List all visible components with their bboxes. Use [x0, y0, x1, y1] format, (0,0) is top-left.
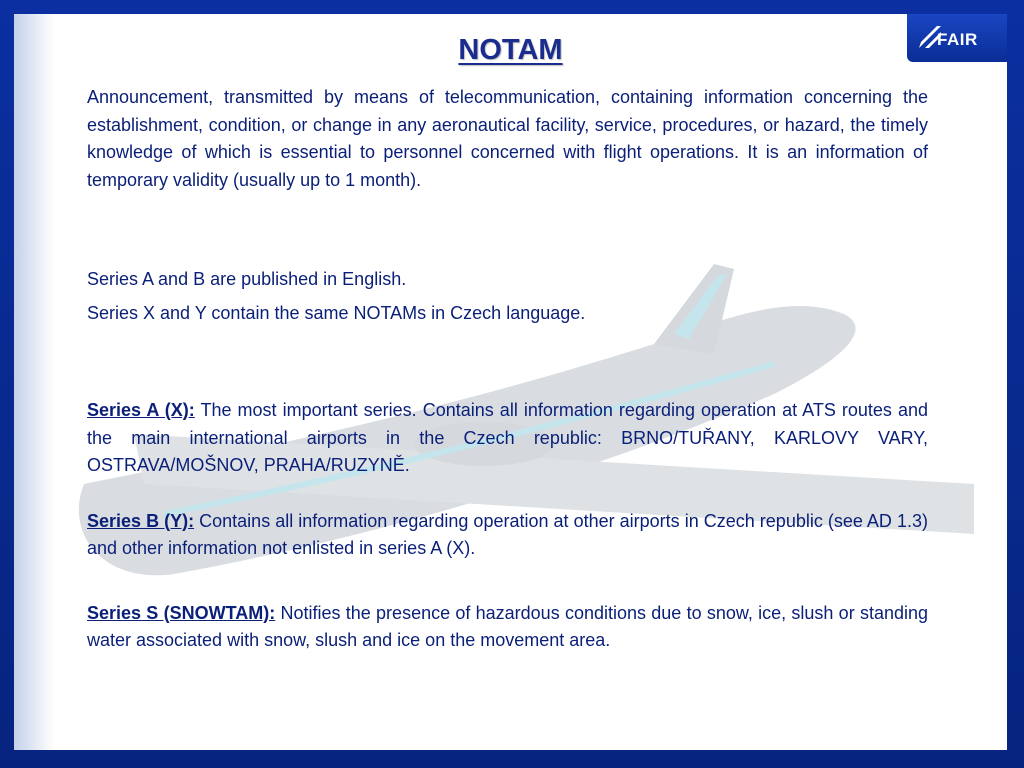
series-s-label: Series S (SNOWTAM):	[87, 602, 276, 623]
series-a-paragraph	[87, 397, 928, 480]
fair-logo-text: FAIR	[937, 30, 978, 49]
series-b-paragraph	[87, 508, 928, 563]
series-a-label: Series A (X):	[87, 400, 195, 420]
page-title: NOTAM	[458, 34, 563, 66]
spacer	[87, 563, 928, 600]
spacer	[87, 480, 928, 508]
series-s-text: Notifies the presence of hazardous conditions due to snow, ice, slush or standing water associated with snow, slush and ice on the movement area.	[87, 602, 929, 650]
spacer	[87, 327, 928, 397]
series-b-text: Contains all information regarding operation at other airports in Czech republic (see AD 1.3) and other information not enlisted in series A (X).	[87, 510, 928, 558]
series-xy-note: Series X and Y contain the same NOTAMs in Czech language.	[87, 302, 586, 323]
series-b-label: Series B (Y):	[87, 510, 195, 531]
series-s-paragraph	[87, 600, 928, 655]
spacer	[87, 194, 928, 266]
slide-content	[87, 84, 928, 655]
slide-canvas	[14, 14, 1007, 750]
notam-definition: Announcement, transmitted by means of telecommunication, containing information concerning the establishment, condition, or change in any aeronautical facility, service, procedures, or hazard, the timely knowledge of which is essential to personnel concerned with flight operations. It is an information of temporary validity (usually up to 1 month).	[87, 87, 928, 190]
series-a-text: The most important series. Contains all information regarding operation at ATS routes and the main international airports in the Czech republic: BRNO/TUŘANY, KARLOVY VARY, OSTRAVA/MOŠNOV, PRAHA/RUZYNĚ.	[87, 400, 928, 475]
series-ab-note: Series A and B are published in English.	[87, 269, 407, 289]
